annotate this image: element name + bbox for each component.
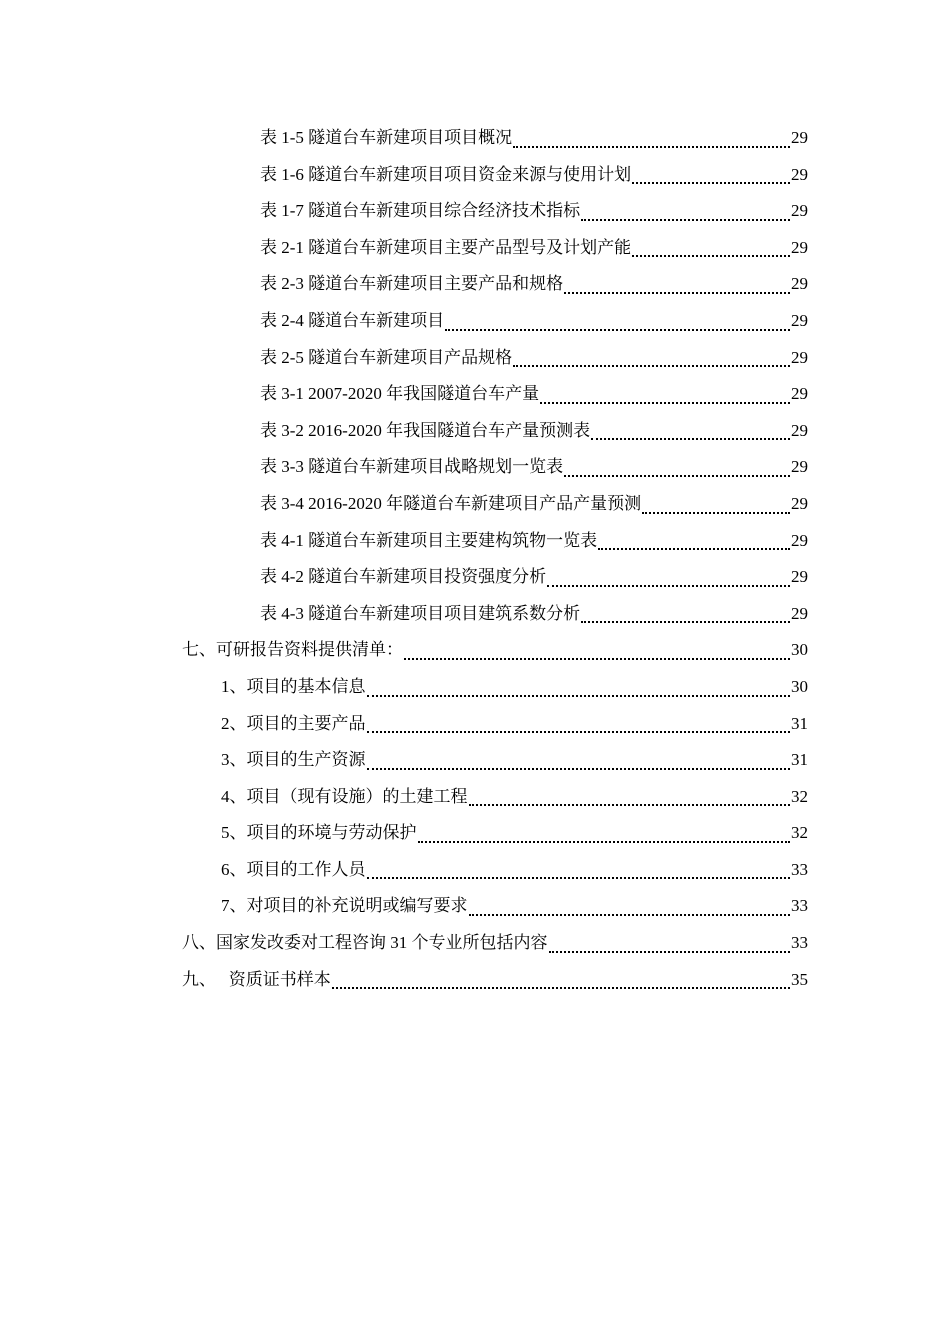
toc-entry-table-3-1[interactable]: [0, 376, 950, 413]
toc-page-number: 29: [791, 164, 808, 184]
toc-entry-title: 表 3-3 隧道台车新建项目战略规划一览表: [260, 457, 564, 477]
toc-page-number: 33: [791, 859, 808, 879]
toc-dot-leader: [598, 526, 790, 550]
table-of-contents: [0, 120, 950, 998]
toc-page-number: 35: [791, 969, 808, 989]
toc-entry-title: 表 2-1 隧道台车新建项目主要产品型号及计划产能: [260, 237, 632, 257]
toc-page-number: 33: [791, 896, 808, 916]
toc-page-number: 29: [791, 603, 808, 623]
toc-entry-7-1[interactable]: [0, 669, 950, 706]
toc-entry-7-6[interactable]: [0, 852, 950, 889]
toc-entry-section-7[interactable]: [0, 632, 950, 669]
toc-entry-title: 表 3-4 2016-2020 年隧道台车新建项目产品产量预测: [260, 493, 642, 513]
toc-dot-leader: [632, 233, 790, 257]
toc-page-number: 33: [791, 933, 808, 953]
toc-entry-table-1-5[interactable]: [0, 120, 950, 157]
toc-entry-title: 5、项目的环境与劳动保护: [221, 823, 417, 843]
toc-page-number: 29: [791, 237, 808, 257]
toc-dot-leader: [332, 965, 790, 989]
toc-dot-leader: [418, 819, 791, 843]
toc-page-number: 29: [791, 347, 808, 367]
toc-entry-title: 表 3-2 2016-2020 年我国隧道台车产量预测表: [260, 420, 591, 440]
toc-dot-leader: [367, 673, 791, 697]
toc-page-number: 31: [791, 750, 808, 770]
toc-entry-table-4-1[interactable]: [0, 523, 950, 560]
toc-entry-section-8[interactable]: [0, 925, 950, 962]
toc-entry-title: 表 2-4 隧道台车新建项目: [260, 310, 445, 330]
toc-entry-table-3-3[interactable]: [0, 449, 950, 486]
toc-page-number: 29: [791, 384, 808, 404]
toc-entry-title: 7、对项目的补充说明或编写要求: [221, 896, 468, 916]
toc-page-number: 29: [791, 201, 808, 221]
toc-dot-leader: [564, 270, 790, 294]
toc-entry-title: 2、项目的主要产品: [221, 713, 366, 733]
toc-entry-table-4-3[interactable]: [0, 596, 950, 633]
toc-page-number: 29: [791, 457, 808, 477]
toc-dot-leader: [547, 563, 790, 587]
toc-entry-table-1-7[interactable]: [0, 193, 950, 230]
toc-entry-table-4-2[interactable]: [0, 559, 950, 596]
toc-dot-leader: [445, 307, 790, 331]
toc-dot-leader: [367, 709, 791, 733]
toc-entry-title: 表 1-6 隧道台车新建项目项目资金来源与使用计划: [260, 164, 632, 184]
toc-dot-leader: [404, 636, 790, 660]
toc-entry-title: 4、项目（现有设施）的土建工程: [221, 786, 468, 806]
toc-entry-title: 表 3-1 2007-2020 年我国隧道台车产量: [260, 384, 540, 404]
toc-page-number: 29: [791, 493, 808, 513]
toc-dot-leader: [581, 197, 790, 221]
toc-entry-title: 表 2-3 隧道台车新建项目主要产品和规格: [260, 274, 564, 294]
toc-entry-table-3-4[interactable]: [0, 486, 950, 523]
toc-entry-7-4[interactable]: [0, 779, 950, 816]
toc-dot-leader: [540, 380, 790, 404]
toc-dot-leader: [513, 124, 790, 148]
toc-entry-table-2-1[interactable]: [0, 230, 950, 267]
toc-entry-table-1-6[interactable]: [0, 157, 950, 194]
toc-dot-leader: [513, 343, 790, 367]
toc-page-number: 32: [791, 786, 808, 806]
toc-dot-leader: [469, 782, 791, 806]
toc-entry-table-2-4[interactable]: [0, 303, 950, 340]
toc-entry-title: 6、项目的工作人员: [221, 859, 366, 879]
toc-dot-leader: [591, 416, 790, 440]
toc-entry-title: 1、项目的基本信息: [221, 676, 366, 696]
toc-entry-7-3[interactable]: [0, 742, 950, 779]
toc-dot-leader: [469, 892, 791, 916]
toc-entry-title: 七、可研报告资料提供清单：: [182, 640, 403, 660]
toc-entry-7-2[interactable]: [0, 706, 950, 743]
toc-entry-title: 九、 资质证书样本: [182, 969, 331, 989]
toc-entry-title: 表 2-5 隧道台车新建项目产品规格: [260, 347, 513, 367]
toc-page-number: 30: [791, 640, 808, 660]
toc-page-number: 30: [791, 676, 808, 696]
toc-entry-title: 3、项目的生产资源: [221, 750, 366, 770]
toc-dot-leader: [632, 160, 790, 184]
toc-entry-title: 表 4-2 隧道台车新建项目投资强度分析: [260, 567, 547, 587]
toc-dot-leader: [564, 453, 790, 477]
toc-page-number: 29: [791, 420, 808, 440]
toc-page-number: 29: [791, 274, 808, 294]
toc-dot-leader: [549, 929, 791, 953]
toc-page-number: 29: [791, 128, 808, 147]
toc-page-number: 29: [791, 567, 808, 587]
toc-entry-table-2-3[interactable]: [0, 266, 950, 303]
toc-dot-leader: [642, 490, 790, 514]
toc-entry-title: 表 4-3 隧道台车新建项目项目建筑系数分析: [260, 603, 581, 623]
toc-page-number: 29: [791, 310, 808, 330]
toc-page-number: 31: [791, 713, 808, 733]
toc-entry-title: 八、国家发改委对工程咨询 31 个专业所包括内容: [182, 933, 548, 953]
toc-entry-title: 表 4-1 隧道台车新建项目主要建构筑物一览表: [260, 530, 598, 550]
toc-entry-title: 表 1-5 隧道台车新建项目项目概况: [260, 128, 513, 147]
toc-entry-table-2-5[interactable]: [0, 340, 950, 377]
toc-entry-section-9[interactable]: [0, 962, 950, 999]
toc-page-number: 29: [791, 530, 808, 550]
toc-entry-7-5[interactable]: [0, 815, 950, 852]
toc-dot-leader: [367, 746, 791, 770]
toc-entry-7-7[interactable]: [0, 888, 950, 925]
toc-entry-table-3-2[interactable]: [0, 413, 950, 450]
toc-page-number: 32: [791, 823, 808, 843]
toc-dot-leader: [581, 599, 790, 623]
toc-entry-title: 表 1-7 隧道台车新建项目综合经济技术指标: [260, 201, 581, 221]
toc-dot-leader: [367, 855, 791, 879]
